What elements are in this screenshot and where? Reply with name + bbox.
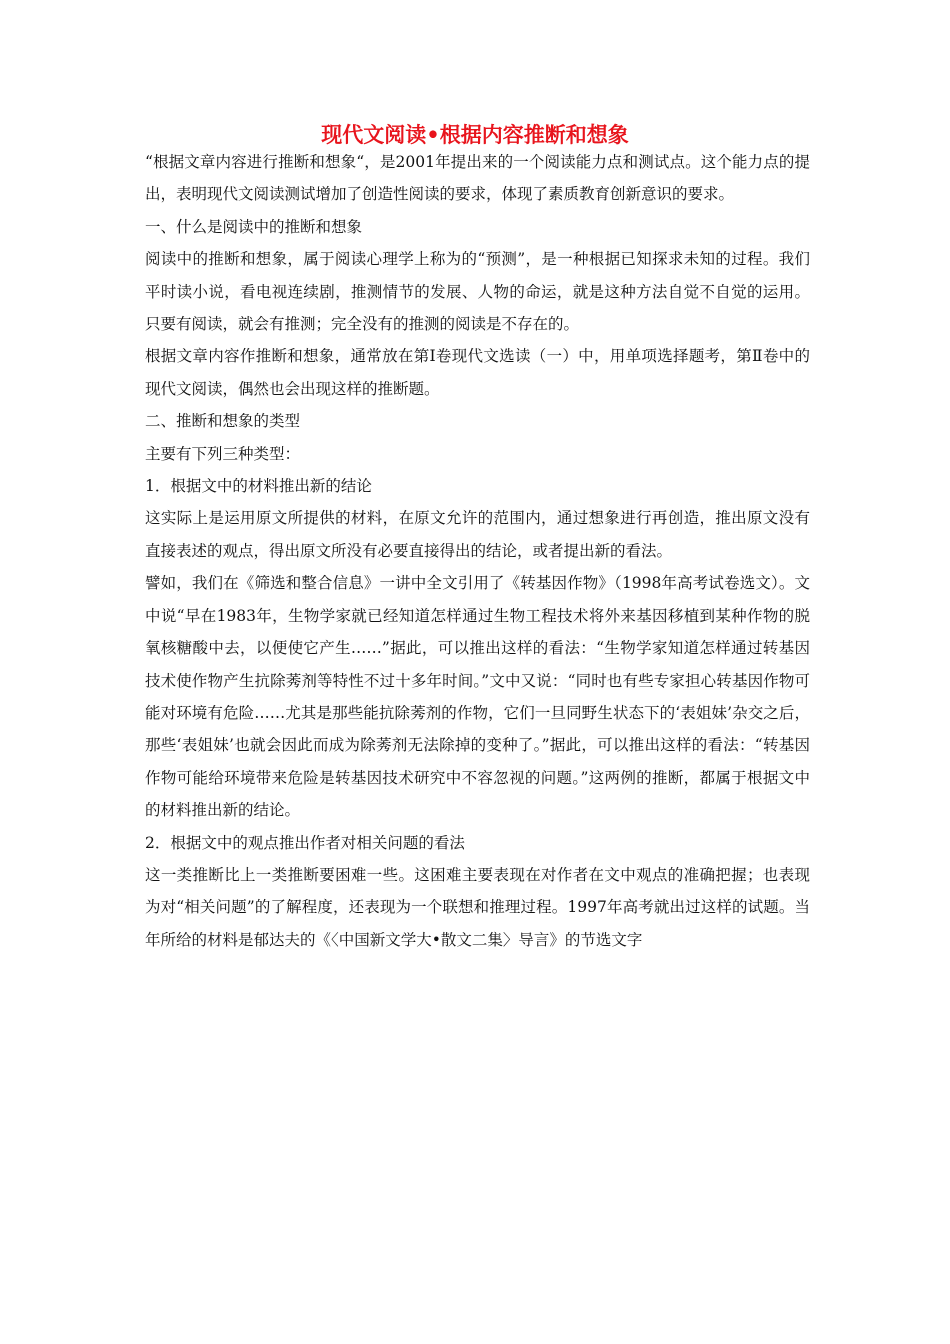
paragraph-type-1-explanation: 这实际上是运用原文所提供的材料，在原文允许的范围内，通过想象进行再创造，推出原文没有直接表述的观点，得出原文所没有必要直接得出的结论，或者提出新的看法。 xyxy=(145,509,810,560)
paragraph-type-1-example: 譬如，我们在《筛选和整合信息》一讲中全文引用了《转基因作物》（1998年高考试卷选文）。文中说“早在1983年，生物学家就已经知道怎样通过生物工程技术将外来基因移植到某种作物的脱氧核糖酸中去，以便使它产生……”据此，可以推出这样的看法：“生物学家知道怎样通过转基因技术使作物产生抗除莠剂等特性不过十多年时间。”文中又说：“同时也有些专家担心转基因作物可能对环境有危险……尤其是那些能抗除莠剂的作物，它们一旦同野生状态下的‘表姐妹’杂交之后，那些‘表姐妹’也就会因此而成为除莠剂无法除掉的变种了。”据此，可以推出这样的看法：“转基因作物可能给环境带来危险是转基因技术研究中不容忽视的问题。”这两例的推断，都属于根据文中的材料推出新的结论。 xyxy=(145,574,810,820)
paragraph-exam-placement: 根据文章内容作推断和想象，通常放在第Ⅰ卷现代文选读（一）中，用单项选择题考，第Ⅱ卷中的现代文阅读，偶然也会出现这样的推断题。 xyxy=(145,347,810,398)
document-title: 现代文阅读•根据内容推断和想象 xyxy=(321,122,629,147)
paragraph-definition: 阅读中的推断和想象，属于阅读心理学上称为的“预测”，是一种根据已知探求未知的过程。我们平时读小说，看电视连续剧，推测情节的发展、人物的命运，就是这种方法自觉不自觉的运用。只要有阅读，就会有推测；完全没有的推测的阅读是不存在的。 xyxy=(145,250,810,334)
document-body xyxy=(145,146,810,956)
subheading-type-1: 1．根据文中的材料推出新的结论 xyxy=(145,477,372,496)
section-heading-1: 一、什么是阅读中的推断和想象 xyxy=(145,217,363,236)
paragraph-type-2-explanation: 这一类推断比上一类推断要困难一些。这困难主要表现在对作者在文中观点的准确把握；也表现为对“相关问题”的了解程度，还表现为一个联想和推理过程。1997年高考就出过这样的试题。当年所给的材料是郁达夫的《〈中国新文学大•散文二集〉导言》的节选文字 xyxy=(145,865,810,949)
paragraph-types-intro: 主要有下列三种类型： xyxy=(145,444,301,463)
section-heading-2: 二、推断和想象的类型 xyxy=(145,412,301,431)
paragraph-intro: “根据文章内容进行推断和想象“，是2001年提出来的一个阅读能力点和测试点。这个能力点的提出，表明现代文阅读测试增加了创造性阅读的要求，体现了素质教育创新意识的要求。 xyxy=(145,153,810,204)
subheading-type-2: 2．根据文中的观点推出作者对相关问题的看法 xyxy=(145,833,465,852)
